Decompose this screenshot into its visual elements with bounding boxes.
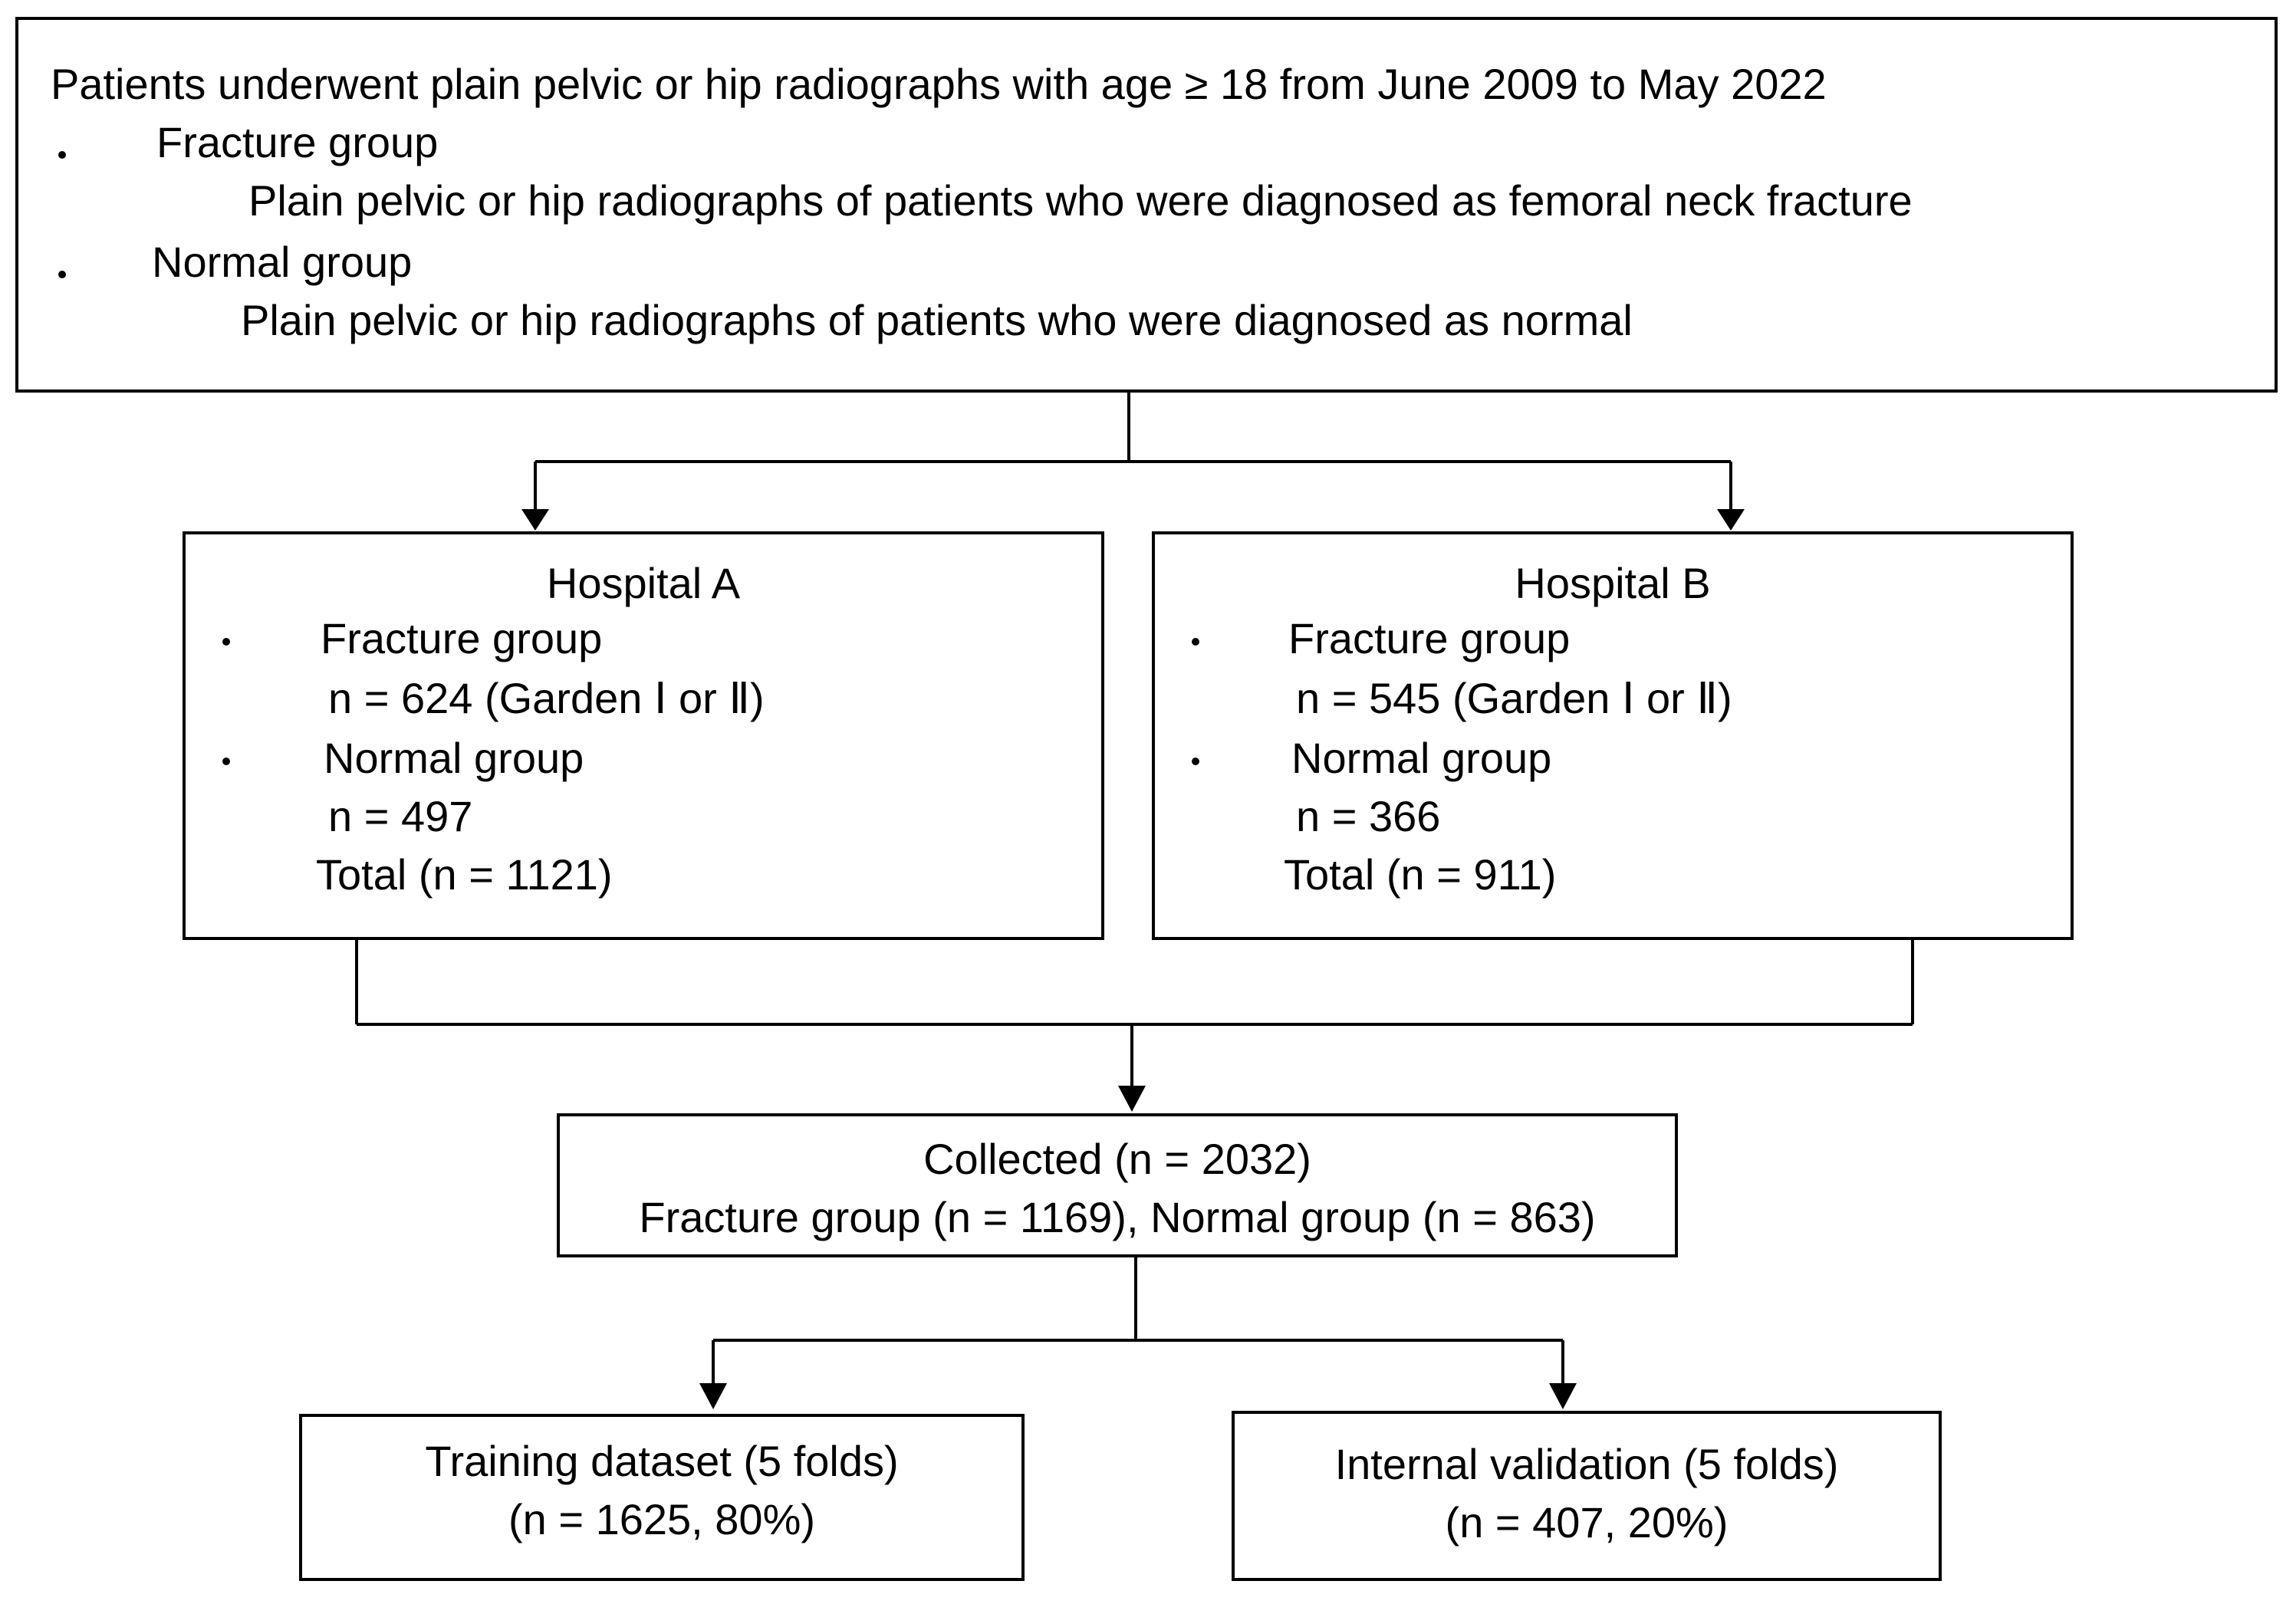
hospital-a-normal-count: n = 497 [328,792,473,840]
training-dataset-count: (n = 1625, 80%) [508,1495,816,1543]
bullet-icon [222,638,230,646]
fracture-group-description: Plain pelvic or hip radiographs of patients who were diagnosed as femoral neck fracture [248,176,1913,225]
hospital-b-normal-label: Normal group [1291,734,1552,782]
hospital-a-total: Total (n = 1121) [316,850,613,899]
arrowhead-to-collected [1118,1086,1146,1112]
collected-breakdown: Fracture group (n = 1169), Normal group (n = 863) [639,1193,1596,1241]
hospital-b-fracture-label: Fracture group [1288,614,1571,662]
internal-validation-title: Internal validation (5 folds) [1334,1440,1839,1488]
bullet-icon [1192,758,1199,765]
bullet-icon [222,758,230,765]
bullet-icon [58,271,66,278]
arrowhead-to-validation [1549,1383,1577,1409]
collected-total: Collected (n = 2032) [923,1135,1311,1183]
hospital-b-normal-count: n = 366 [1296,792,1441,840]
arrowhead-to-hospital-b [1717,509,1745,531]
collected-box [557,1113,1678,1257]
bullet-icon [58,151,66,159]
normal-group-description: Plain pelvic or hip radiographs of patients who were diagnosed as normal [241,296,1633,344]
internal-validation-count: (n = 407, 20%) [1445,1498,1729,1546]
arrowhead-to-training [699,1383,727,1409]
fracture-group-label: Fracture group [156,118,439,166]
hospital-a-normal-label: Normal group [324,734,584,782]
training-dataset-title: Training dataset (5 folds) [425,1437,899,1485]
inclusion-heading: Patients underwent plain pelvic or hip radiographs with age ≥ 18 from June 2009 to May 2022 [51,60,1827,108]
hospital-a-title: Hospital A [546,559,741,607]
hospital-b-fracture-count: n = 545 (Garden Ⅰ or Ⅱ) [1296,674,1732,722]
hospital-b-total: Total (n = 911) [1284,850,1557,899]
training-dataset-box [299,1414,1025,1581]
hospital-a-fracture-count: n = 624 (Garden Ⅰ or Ⅱ) [328,674,765,722]
bullet-icon [1192,638,1199,646]
hospital-a-fracture-label: Fracture group [321,614,603,662]
hospital-b-title: Hospital B [1515,559,1711,607]
internal-validation-box [1232,1411,1942,1581]
hospital-a-box [183,531,1104,940]
normal-group-label: Normal group [152,238,413,286]
hospital-b-box [1152,531,2074,940]
arrowhead-to-hospital-a [521,509,549,531]
inclusion-criteria-box [15,17,2278,393]
